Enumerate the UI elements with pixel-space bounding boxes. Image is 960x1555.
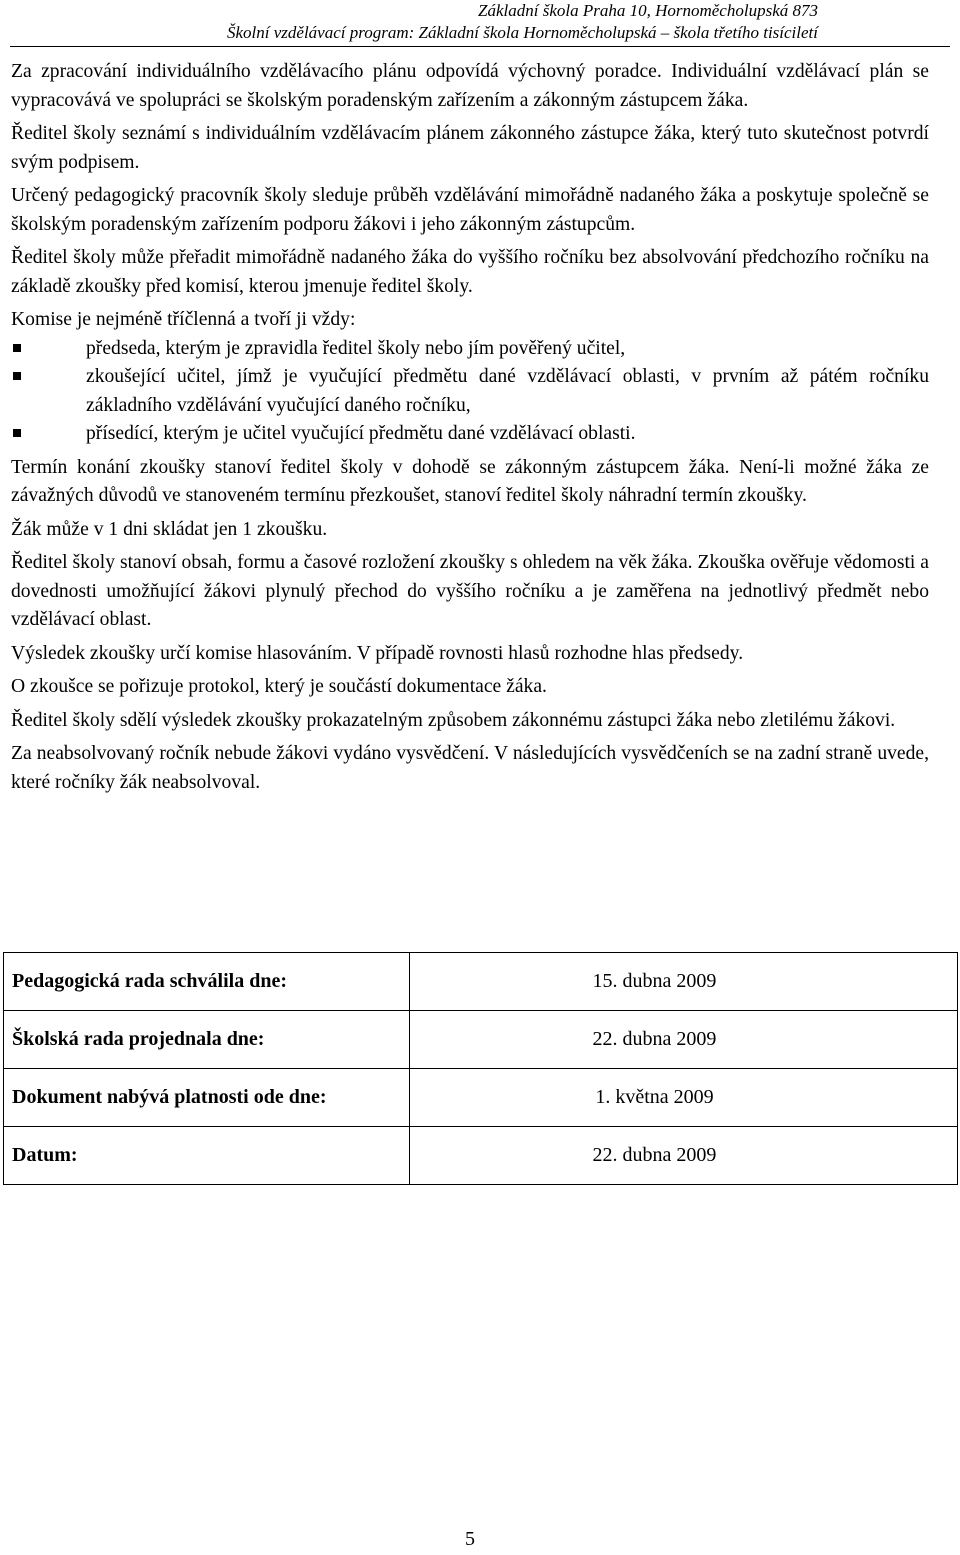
approval-label: Pedagogická rada schválila dne:	[4, 953, 410, 1011]
approval-label: Školská rada projednala dne:	[4, 1011, 410, 1069]
approval-table	[3, 952, 958, 1185]
approval-date: 15. dubna 2009	[410, 953, 958, 1011]
page-header	[227, 0, 818, 44]
header-school-name: Základní škola Praha 10, Hornoměcholupská 873	[478, 1, 818, 20]
paragraph: Za neabsolvovaný ročník nebude žákovi vydáno vysvědčení. V následujících vysvědčeních se na zadní straně uvede, které ročníky žák neabsolvoval.	[11, 743, 929, 793]
list-item	[11, 420, 929, 449]
square-bullet-icon	[13, 344, 21, 352]
paragraph: Určený pedagogický pracovník školy sleduje průběh vzdělávání mimořádně nadaného žáka a poskytuje společně se školským poradenským zařízením podporu žákovi i jeho zákonným zástupcům.	[11, 185, 929, 235]
approval-date: 1. května 2009	[410, 1069, 958, 1127]
square-bullet-icon	[13, 372, 21, 380]
table-row	[4, 1069, 958, 1127]
approval-label: Datum:	[4, 1127, 410, 1185]
list-item-text: přísedící, kterým je učitel vyučující předmětu dané vzdělávací oblasti.	[86, 423, 636, 444]
list-item-text: zkoušející učitel, jímž je vyučující předmětu dané vzdělávací oblasti, v prvním až pátém ročníku základního vzdělávání vyučující daného ročníku,	[86, 366, 929, 416]
square-bullet-icon	[13, 429, 21, 437]
paragraph: Žák může v 1 dni skládat jen 1 zkoušku.	[11, 518, 328, 540]
table-row	[4, 953, 958, 1011]
table-row	[4, 1011, 958, 1069]
paragraph: Ředitel školy sdělí výsledek zkoušky prokazatelným způsobem zákonnému zástupci žáka nebo zletilému žákovi.	[11, 709, 896, 731]
document-body	[11, 58, 929, 802]
paragraph: Komise je nejméně tříčlenná a tvoří ji vždy:	[11, 309, 356, 330]
header-program-name: Školní vzdělávací program: Základní škola Hornoměcholupská – škola třetího tisíciletí	[227, 23, 818, 42]
paragraph: O zkoušce se pořizuje protokol, který je součástí dokumentace žáka.	[11, 676, 547, 697]
header-divider	[10, 46, 950, 47]
paragraph: Termín konání zkoušky stanoví ředitel školy v dohodě se zákonným zástupcem žáka. Není-li možné žáka ze závažných důvodů ve stanoveném termínu přezkoušet, stanoví ředitel školy náhradní termín zkoušky.	[11, 456, 929, 506]
paragraph: Výsledek zkoušky určí komise hlasováním. V případě rovnosti hlasů rozhodne hlas předsedy.	[11, 642, 744, 664]
list-item-text: předseda, kterým je zpravidla ředitel školy nebo jím pověřený učitel,	[86, 337, 626, 359]
table-row	[4, 1127, 958, 1185]
paragraph: Ředitel školy může přeřadit mimořádně nadaného žáka do vyššího ročníku bez absolvování předchozího ročníku na základě zkoušky před komisí, kterou jmenuje ředitel školy.	[11, 247, 929, 297]
page-number: 5	[465, 1528, 475, 1550]
paragraph: Ředitel školy seznámí s individuálním vzdělávacím plánem zákonného zástupce žáka, který tuto skutečnost potvrdí svým podpisem.	[11, 123, 929, 173]
list-item	[11, 363, 929, 420]
paragraph: Ředitel školy stanoví obsah, formu a časové rozložení zkoušky s ohledem na věk žáka. Zkouška ověřuje vědomosti a dovednosti umožňující žákovi plynulý přechod do vyššího ročníku a je zaměřena na jednotlivý předmět nebo vzdělávací oblast.	[11, 552, 929, 630]
committee-list	[11, 335, 929, 449]
approval-date: 22. dubna 2009	[410, 1011, 958, 1069]
list-item	[11, 335, 929, 364]
approval-date: 22. dubna 2009	[410, 1127, 958, 1185]
paragraph: Za zpracování individuálního vzdělávacího plánu odpovídá výchovný poradce. Individuální vzdělávací plán se vypracovává ve spolupráci se školským poradenským zařízením a zákonným zástupcem žáka.	[11, 61, 929, 111]
approval-label: Dokument nabývá platnosti ode dne:	[4, 1069, 410, 1127]
